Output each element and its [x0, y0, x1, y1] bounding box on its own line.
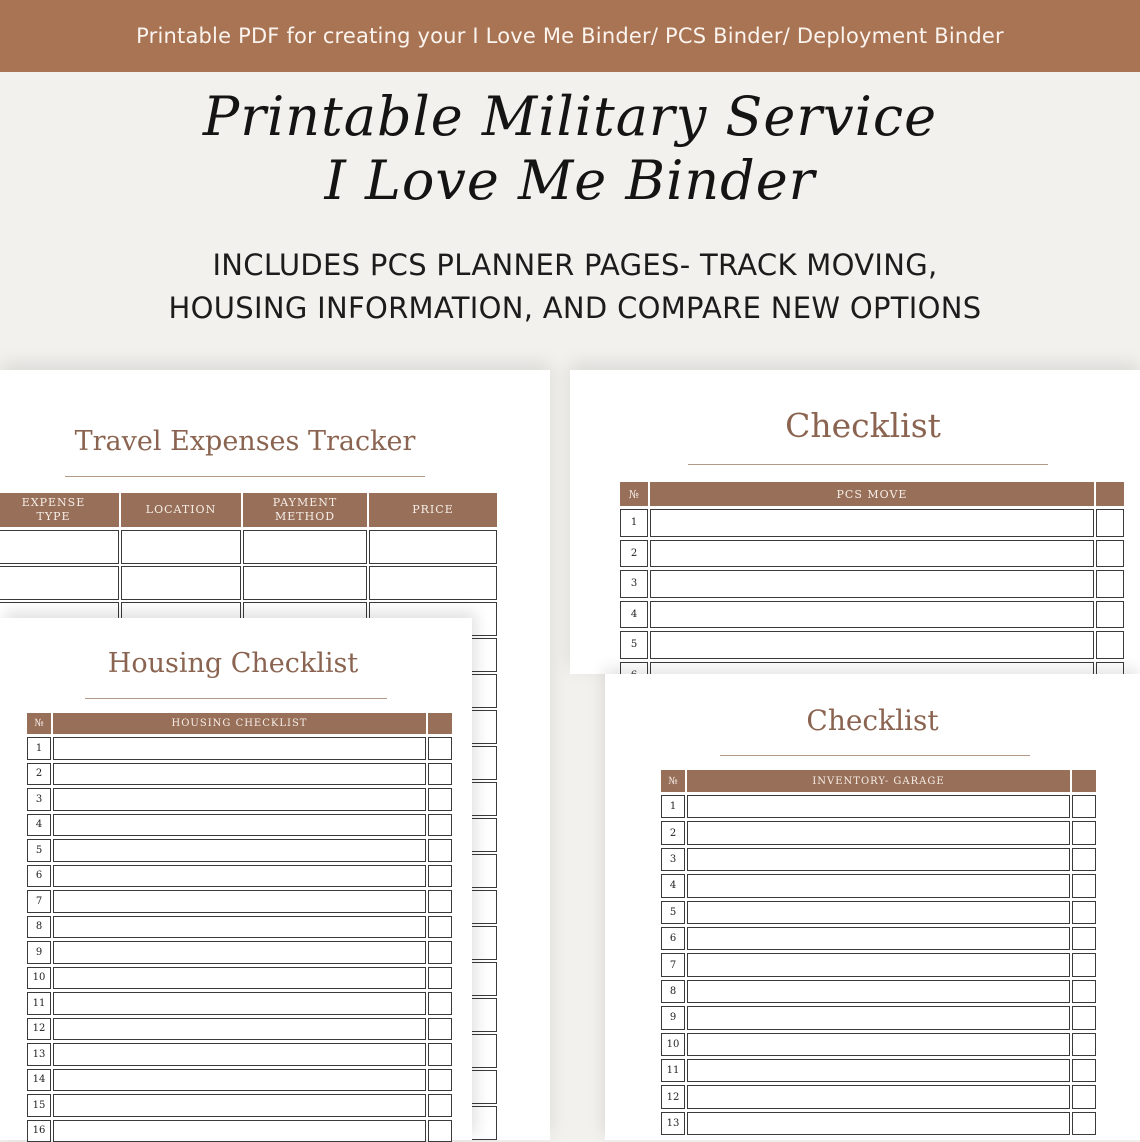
garage-row-checkbox	[1072, 1112, 1096, 1135]
top-banner	[0, 0, 1140, 72]
housing-row-field	[53, 941, 426, 964]
garage-row-number: 1	[661, 795, 685, 818]
housing-checklist-page	[0, 618, 472, 1140]
housing-title: Housing Checklist	[0, 648, 466, 679]
pcs-title: Checklist	[588, 406, 1138, 445]
garage-col-header: INVENTORY- GARAGE	[687, 770, 1070, 792]
garage-row-field	[687, 1006, 1070, 1029]
garage-row-field	[687, 848, 1070, 871]
housing-row-field	[53, 1043, 426, 1066]
housing-row-checkbox	[428, 788, 452, 811]
garage-row-number: 4	[661, 874, 685, 897]
travel-col-header: LOCATION	[121, 493, 241, 527]
housing-row-field	[53, 737, 426, 760]
housing-row-checkbox	[428, 967, 452, 990]
travel-cell	[243, 530, 367, 564]
travel-cell	[0, 530, 119, 564]
housing-row-number: 7	[27, 890, 51, 913]
housing-row-field	[53, 992, 426, 1015]
housing-row-number: 5	[27, 839, 51, 862]
pcs-row-number: 1	[620, 509, 648, 537]
garage-row-field	[687, 821, 1070, 844]
housing-row-checkbox	[428, 1120, 452, 1142]
garage-row-checkbox	[1072, 1033, 1096, 1056]
housing-title-rule	[85, 698, 387, 699]
pcs-title-rule	[688, 464, 1048, 465]
pcs-row-checkbox	[1096, 570, 1124, 598]
housing-row-number: 13	[27, 1043, 51, 1066]
housing-row-field	[53, 1120, 426, 1142]
pcs-check-header	[1096, 482, 1124, 506]
housing-row-checkbox	[428, 890, 452, 913]
garage-row-field	[687, 1059, 1070, 1082]
housing-row-number: 14	[27, 1069, 51, 1092]
garage-row-field	[687, 795, 1070, 818]
housing-row-field	[53, 763, 426, 786]
headline-line-2: I Love Me Binder	[0, 150, 1140, 212]
housing-row-field	[53, 788, 426, 811]
garage-row-field	[687, 1033, 1070, 1056]
housing-row-field	[53, 890, 426, 913]
garage-row-number: 13	[661, 1112, 685, 1135]
travel-title: Travel Expenses Tracker	[0, 426, 490, 457]
pcs-row-number: 3	[620, 570, 648, 598]
housing-row-number: 9	[27, 941, 51, 964]
housing-row-number: 8	[27, 916, 51, 939]
garage-row-number: 9	[661, 1006, 685, 1029]
garage-row-checkbox	[1072, 874, 1096, 897]
garage-row-field	[687, 953, 1070, 976]
housing-row-number: 16	[27, 1120, 51, 1142]
garage-row-number: 10	[661, 1033, 685, 1056]
garage-row-field	[687, 874, 1070, 897]
housing-row-field	[53, 839, 426, 862]
housing-row-number: 12	[27, 1018, 51, 1041]
housing-row-number: 1	[27, 737, 51, 760]
housing-row-checkbox	[428, 1069, 452, 1092]
pcs-checklist-page	[570, 370, 1140, 674]
travel-cell	[369, 530, 497, 564]
garage-row-field	[687, 1085, 1070, 1108]
banner-text: Printable PDF for creating your I Love Me Binder/ PCS Binder/ Deployment Binder	[136, 24, 1004, 48]
travel-cell	[121, 566, 241, 600]
housing-row-field	[53, 916, 426, 939]
housing-row-number: 6	[27, 865, 51, 888]
garage-row-number: 11	[661, 1059, 685, 1082]
travel-col-header: PRICE	[369, 493, 497, 527]
garage-row-number: 8	[661, 980, 685, 1003]
pcs-row-checkbox	[1096, 509, 1124, 537]
pcs-row-number: 5	[620, 631, 648, 659]
garage-row-checkbox	[1072, 980, 1096, 1003]
housing-row-checkbox	[428, 992, 452, 1015]
travel-cell	[0, 566, 119, 600]
housing-row-number: 2	[27, 763, 51, 786]
housing-row-checkbox	[428, 1094, 452, 1117]
garage-row-checkbox	[1072, 901, 1096, 924]
housing-row-number: 3	[27, 788, 51, 811]
garage-row-checkbox	[1072, 1085, 1096, 1108]
housing-row-number: 11	[27, 992, 51, 1015]
pcs-row-field	[650, 540, 1094, 568]
housing-row-checkbox	[428, 737, 452, 760]
pcs-col-header: PCS MOVE	[650, 482, 1094, 506]
garage-row-field	[687, 901, 1070, 924]
pcs-row-field	[650, 570, 1094, 598]
garage-row-checkbox	[1072, 795, 1096, 818]
pcs-row-checkbox	[1096, 601, 1124, 629]
housing-row-checkbox	[428, 865, 452, 888]
housing-row-checkbox	[428, 763, 452, 786]
garage-row-number: 6	[661, 927, 685, 950]
housing-row-number: 10	[27, 967, 51, 990]
housing-num-header: №	[27, 713, 51, 734]
housing-row-checkbox	[428, 1043, 452, 1066]
garage-row-checkbox	[1072, 848, 1096, 871]
travel-cell	[243, 566, 367, 600]
garage-row-number: 12	[661, 1085, 685, 1108]
pcs-row-field	[650, 631, 1094, 659]
garage-row-number: 3	[661, 848, 685, 871]
housing-row-checkbox	[428, 941, 452, 964]
housing-row-field	[53, 967, 426, 990]
garage-title: Checklist	[605, 704, 1140, 737]
garage-row-field	[687, 980, 1070, 1003]
travel-cell	[369, 566, 497, 600]
travel-col-header: PAYMENT METHOD	[243, 493, 367, 527]
housing-col-header: HOUSING CHECKLIST	[53, 713, 426, 734]
garage-row-number: 2	[661, 821, 685, 844]
pcs-row-field	[650, 601, 1094, 629]
housing-row-field	[53, 814, 426, 837]
garage-row-checkbox	[1072, 1059, 1096, 1082]
housing-row-number: 4	[27, 814, 51, 837]
garage-title-rule	[720, 755, 1030, 756]
housing-check-header	[428, 713, 452, 734]
housing-row-checkbox	[428, 839, 452, 862]
garage-row-checkbox	[1072, 821, 1096, 844]
garage-check-header	[1072, 770, 1096, 792]
housing-row-field	[53, 1094, 426, 1117]
travel-col-header: EXPENSE TYPE	[0, 493, 119, 527]
housing-row-number: 15	[27, 1094, 51, 1117]
pcs-row-field	[650, 509, 1094, 537]
housing-row-field	[53, 1018, 426, 1041]
garage-row-field	[687, 927, 1070, 950]
travel-title-rule	[65, 476, 425, 477]
pcs-num-header: №	[620, 482, 648, 506]
pcs-row-checkbox	[1096, 631, 1124, 659]
garage-row-checkbox	[1072, 1006, 1096, 1029]
garage-checklist-page	[605, 674, 1140, 1140]
pcs-row-number: 4	[620, 601, 648, 629]
garage-row-checkbox	[1072, 927, 1096, 950]
subtitle: INCLUDES PCS PLANNER PAGES- TRACK MOVING, HOUSING INFORMATION, AND COMPARE NEW OPTIONS	[150, 244, 1000, 330]
garage-row-number: 7	[661, 953, 685, 976]
garage-row-field	[687, 1112, 1070, 1135]
headline-line-1: Printable Military Service	[0, 86, 1140, 148]
housing-row-field	[53, 1069, 426, 1092]
pcs-row-checkbox	[1096, 540, 1124, 568]
garage-num-header: №	[661, 770, 685, 792]
travel-cell	[121, 530, 241, 564]
housing-row-checkbox	[428, 916, 452, 939]
housing-row-field	[53, 865, 426, 888]
garage-row-number: 5	[661, 901, 685, 924]
housing-row-checkbox	[428, 814, 452, 837]
garage-row-checkbox	[1072, 953, 1096, 976]
housing-row-checkbox	[428, 1018, 452, 1041]
pcs-row-number: 2	[620, 540, 648, 568]
